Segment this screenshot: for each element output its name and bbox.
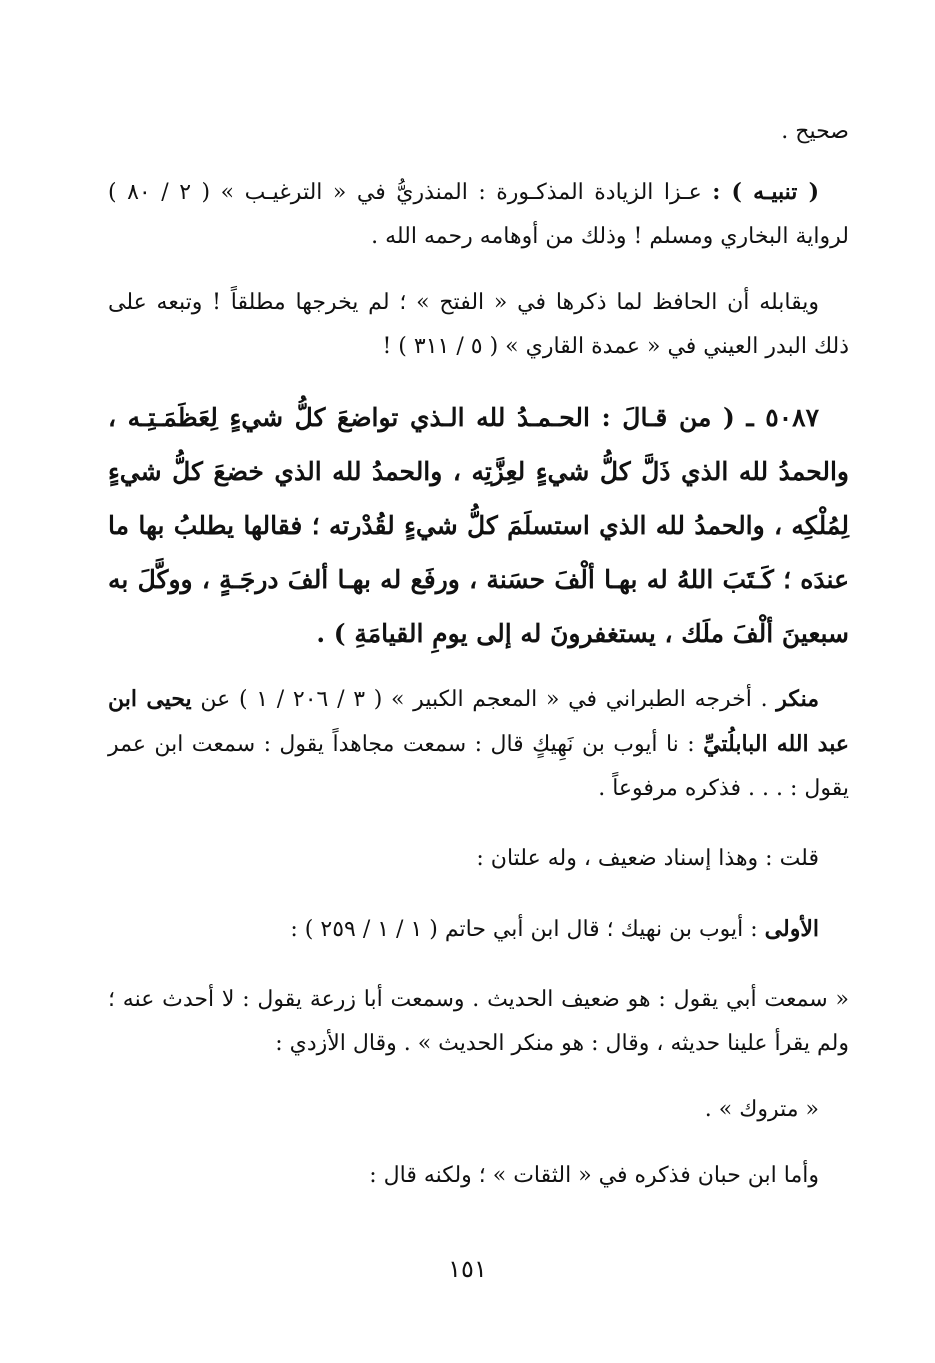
note-text: عـزا الزيادة المذكـورة : المنذريُّ في « الترغيـب » ( ٢ / ٨٠ ) لرواية البخاري ومسلم ! وذلك من أوهامه رحمه الله . [108, 180, 849, 249]
paragraph-comment: قلت : وهذا إسناد ضعيف ، وله علتان : [476, 846, 819, 871]
paragraph-ibn-hibban: وأما ابن حبان فذكره في « الثقات » ؛ ولكنه قال : [369, 1163, 819, 1188]
takhrij-text-2: : نا أيوب بن نَهِيكٍ قال : سمعت مجاهداً يقول : سمعت ابن عمر يقول : . . . فذكره مرفوعاً . [108, 732, 849, 801]
paragraph-first-defect [108, 907, 849, 952]
first-defect-text: : أيوب بن نهيك ؛ قال ابن أبي حاتم ( ١ / ١ / ٢٥٩ ) : [290, 917, 765, 942]
paragraph-verdict: صحيح . [781, 119, 849, 144]
takhrij-text-1: . أخرجه الطبراني في « المعجم الكبير » ( ٣ / ٢٠٦ / ١ ) عن [191, 687, 777, 712]
paragraph-matruk: « متروك » . [704, 1097, 819, 1122]
grade-label: منكر [776, 686, 819, 712]
paragraph-note [108, 170, 849, 259]
hadith-text: ٥٠٨٧ ـ ( من قـالَ : الحـمـدُ لله الـذي تواضعَ كلُّ شيءٍ لِعَظَمَـتِـه ، والحمدُ لله الذي ذَلَّ كلُّ شيءٍ لعِزَّتِه ، والحمدُ لله الذي خضعَ كلُّ شيءٍ لِمُلْكِه ، والحمدُ لله الذي استسلَمَ كلُّ شيءٍ لقُدْرته ؛ فقالها يطلبُ بها ما عندَه ؛ كَـتَبَ اللهُ له بهـا ألْفَ حسَنة ، ورفَع له بهـا ألفَ درجَـةٍ ، ووكَّلَ به سبعينَ ألْفَ ملَك ، يستغفرونَ له إلى يومِ القيامَةِ ) . [108, 403, 849, 648]
paragraph-quote: « سمعت أبي يقول : هو ضعيف الحديث . وسمعت أبا زرعة يقول : لا أحدث عنه ؛ ولم يقرأ علينا حديثه ، وقال : هو منكر الحديث » . وقال الأزدي : [108, 987, 849, 1056]
first-defect-label: الأولى [764, 916, 819, 942]
narrator-name: يحيى ابن عبد الله البابلُتيِّ [108, 686, 849, 757]
paragraph-comparison: ويقابله أن الحافظ لما ذكرها في « الفتح » ؛ لم يخرجها مطلقاً ! وتبعه على ذلك البدر العيني في « عمدة القاري » ( ٥ / ٣١١ ) ! [108, 290, 849, 359]
page-number: ١٥١ [448, 1255, 487, 1283]
note-label: ( تنبيـه ) : [712, 179, 820, 205]
paragraph-takhrij [108, 677, 849, 811]
